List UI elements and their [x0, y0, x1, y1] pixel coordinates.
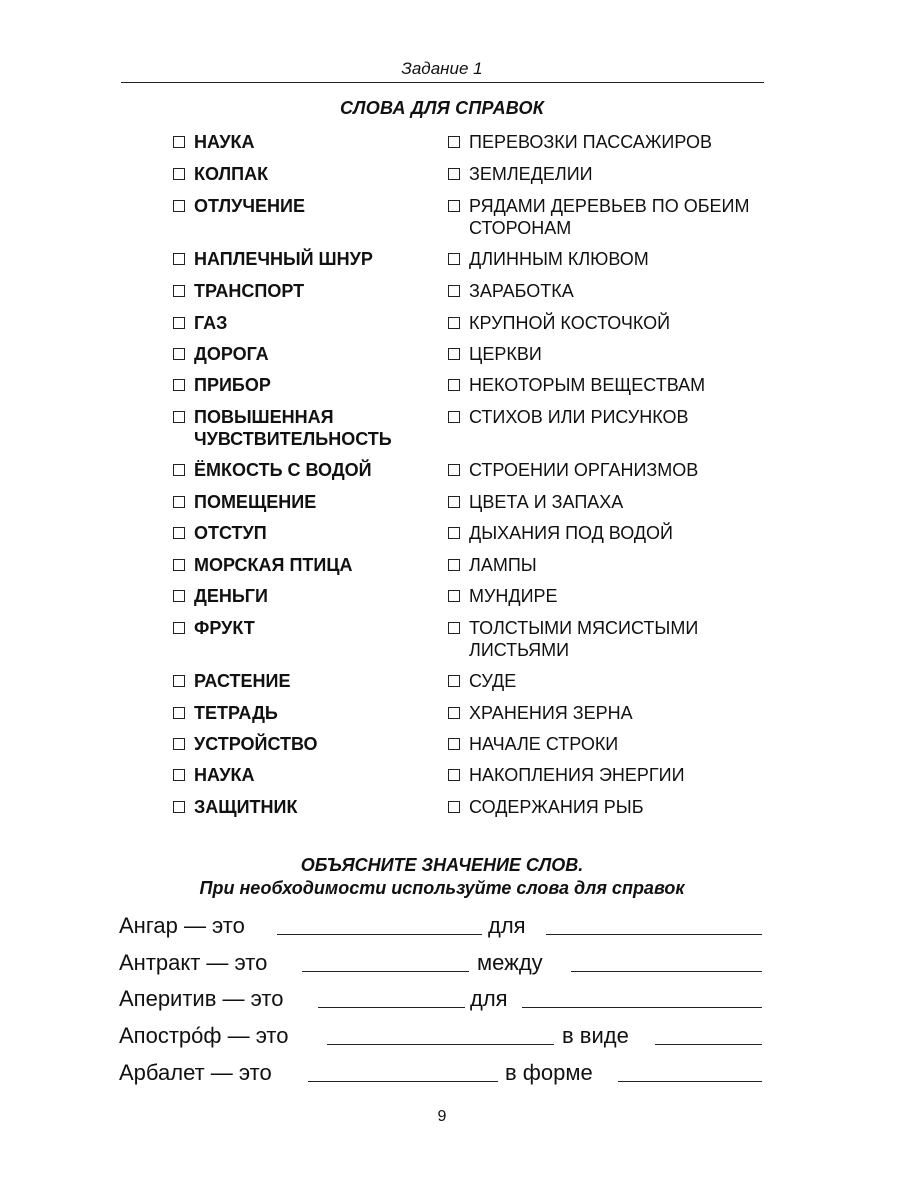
answer-blank-2[interactable]: [655, 1044, 762, 1045]
reference-word: [173, 796, 428, 818]
reference-word: [173, 248, 428, 270]
reference-phrase: [448, 764, 773, 786]
reference-word-text: ЁМКОСТЬ С ВОДОЙ: [194, 460, 372, 480]
reference-word-text: ОТСТУП: [194, 523, 267, 543]
exercise-connector: в виде: [562, 1023, 629, 1048]
reference-word: [173, 522, 428, 544]
header-title: Задание 1: [401, 59, 483, 78]
checkbox[interactable]: [173, 253, 185, 265]
exercise-connector: между: [477, 950, 543, 975]
reference-phrase-text: ЦВЕТА И ЗАПАХА: [469, 492, 624, 512]
checkbox[interactable]: [448, 411, 460, 423]
reference-phrase: [448, 280, 773, 302]
reference-word-text: УСТРОЙСТВО: [194, 734, 318, 754]
reference-title: СЛОВА ДЛЯ СПРАВОК: [339, 98, 544, 118]
reference-word: [173, 554, 428, 576]
reference-phrase-text: НАКОПЛЕНИЯ ЭНЕРГИИ: [469, 765, 685, 785]
answer-blank-1[interactable]: [327, 1044, 554, 1045]
reference-phrase: [448, 406, 773, 428]
reference-word: [173, 163, 428, 185]
checkbox[interactable]: [448, 707, 460, 719]
reference-phrase-text: СТИХОВ ИЛИ РИСУНКОВ: [469, 407, 689, 427]
checkbox[interactable]: [173, 675, 185, 687]
checkbox[interactable]: [448, 317, 460, 329]
answer-blank-1[interactable]: [318, 1007, 465, 1008]
checkbox[interactable]: [173, 590, 185, 602]
reference-phrase: [448, 163, 773, 185]
checkbox[interactable]: [173, 496, 185, 508]
checkbox[interactable]: [173, 200, 185, 212]
checkbox[interactable]: [173, 769, 185, 781]
reference-phrase-text: РЯДАМИ ДЕРЕВЬЕВ ПО ОБЕИМ СТОРОНАМ: [469, 196, 750, 238]
reference-word-text: ЗАЩИТНИК: [194, 797, 298, 817]
header-divider: [121, 82, 764, 83]
reference-word: [173, 343, 428, 365]
reference-phrase-text: НЕКОТОРЫМ ВЕЩЕСТВАМ: [469, 375, 706, 395]
reference-phrase-text: ХРАНЕНИЯ ЗЕРНА: [469, 703, 633, 723]
reference-word: [173, 406, 428, 450]
reference-word-text: ДОРОГА: [194, 344, 269, 364]
reference-phrase: [448, 585, 773, 607]
reference-phrase-text: ЗЕМЛЕДЕЛИИ: [469, 164, 593, 184]
reference-phrase: [448, 195, 773, 239]
checkbox[interactable]: [448, 675, 460, 687]
checkbox[interactable]: [448, 464, 460, 476]
exercise-line-2: [119, 948, 764, 978]
reference-phrase: [448, 248, 773, 270]
checkbox[interactable]: [173, 464, 185, 476]
checkbox[interactable]: [448, 738, 460, 750]
reference-word-text: РАСТЕНИЕ: [194, 671, 291, 691]
reference-word: [173, 195, 428, 217]
exercise-connector: в форме: [505, 1060, 593, 1085]
checkbox[interactable]: [173, 527, 185, 539]
checkbox[interactable]: [448, 496, 460, 508]
reference-phrase: [448, 522, 773, 544]
exercise-line-1: [119, 911, 764, 941]
checkbox[interactable]: [173, 622, 185, 634]
reference-phrase: [448, 131, 773, 153]
checkbox[interactable]: [173, 379, 185, 391]
reference-word: [173, 312, 428, 334]
page-number: 9: [437, 1108, 447, 1125]
answer-blank-2[interactable]: [522, 1007, 762, 1008]
exercise-word: Апостро́ф — это: [119, 1023, 289, 1048]
reference-phrase: [448, 459, 773, 481]
checkbox[interactable]: [173, 317, 185, 329]
reference-phrase: [448, 617, 773, 661]
reference-phrase-text: ПЕРЕВОЗКИ ПАССАЖИРОВ: [469, 132, 712, 152]
reference-phrase-text: ЦЕРКВИ: [469, 344, 542, 364]
checkbox[interactable]: [173, 559, 185, 571]
checkbox[interactable]: [448, 348, 460, 360]
answer-blank-2[interactable]: [571, 971, 762, 972]
reference-word: [173, 374, 428, 396]
checkbox[interactable]: [448, 590, 460, 602]
reference-phrase: [448, 491, 773, 513]
reference-word: [173, 702, 428, 724]
exercise-line-3: [119, 984, 764, 1014]
reference-phrase: [448, 796, 773, 818]
answer-blank-2[interactable]: [618, 1081, 762, 1082]
exercise-word: Ангар — это: [119, 913, 245, 938]
exercise-connector: для: [488, 913, 526, 938]
reference-phrase: [448, 554, 773, 576]
reference-word-text: ПОМЕЩЕНИЕ: [194, 492, 317, 512]
checkbox[interactable]: [173, 707, 185, 719]
reference-word: [173, 617, 428, 639]
checkbox[interactable]: [448, 769, 460, 781]
checkbox[interactable]: [173, 411, 185, 423]
checkbox[interactable]: [448, 285, 460, 297]
reference-phrase-text: ЗАРАБОТКА: [469, 281, 574, 301]
reference-word-text: ТРАНСПОРТ: [194, 281, 305, 301]
exercise-word: Антракт — это: [119, 950, 268, 975]
reference-phrase-text: ЛАМПЫ: [469, 555, 537, 575]
reference-word: [173, 131, 428, 153]
reference-phrase-text: КРУПНОЙ КОСТОЧКОЙ: [469, 313, 671, 333]
reference-word: [173, 733, 428, 755]
reference-word-text: ДЕНЬГИ: [194, 586, 268, 606]
answer-blank-1[interactable]: [277, 934, 482, 935]
reference-word-text: НАУКА: [194, 765, 255, 785]
reference-word-text: КОЛПАК: [194, 164, 269, 184]
reference-word-text: МОРСКАЯ ПТИЦА: [194, 555, 353, 575]
reference-word: [173, 280, 428, 302]
exercise-line-5: [119, 1058, 764, 1088]
reference-phrase-text: НАЧАЛЕ СТРОКИ: [469, 734, 619, 754]
reference-word: [173, 764, 428, 786]
exercise-word: Аперитив — это: [119, 986, 284, 1011]
task-title-line-2: При необходимости используйте слова для справок: [199, 878, 685, 898]
reference-phrase: [448, 374, 773, 396]
reference-word-text: ТЕТРАДЬ: [194, 703, 278, 723]
answer-blank-2[interactable]: [546, 934, 762, 935]
checkbox[interactable]: [448, 253, 460, 265]
reference-phrase-text: ДЛИННЫМ КЛЮВОМ: [469, 249, 649, 269]
checkbox[interactable]: [448, 136, 460, 148]
exercise-word: Арбалет — это: [119, 1060, 272, 1085]
reference-word-text: НАПЛЕЧНЫЙ ШНУР: [194, 249, 373, 269]
reference-word-text: ПРИБОР: [194, 375, 271, 395]
answer-blank-1[interactable]: [302, 971, 469, 972]
reference-phrase-text: ДЫХАНИЯ ПОД ВОДОЙ: [469, 523, 673, 543]
task-title-line-1: ОБЪЯСНИТЕ ЗНАЧЕНИЕ СЛОВ.: [300, 855, 584, 875]
reference-phrase-text: СОДЕРЖАНИЯ РЫБ: [469, 797, 644, 817]
checkbox[interactable]: [448, 379, 460, 391]
reference-phrase: [448, 670, 773, 692]
reference-phrase: [448, 702, 773, 724]
answer-blank-1[interactable]: [308, 1081, 498, 1082]
checkbox[interactable]: [173, 136, 185, 148]
reference-word: [173, 585, 428, 607]
reference-phrase-text: СУДЕ: [469, 671, 517, 691]
reference-word: [173, 670, 428, 692]
checkbox[interactable]: [448, 527, 460, 539]
checkbox[interactable]: [448, 801, 460, 813]
reference-phrase: [448, 312, 773, 334]
reference-word-text: ГАЗ: [194, 313, 228, 333]
checkbox[interactable]: [173, 348, 185, 360]
reference-word: [173, 459, 428, 481]
reference-word-text: НАУКА: [194, 132, 255, 152]
checkbox[interactable]: [173, 801, 185, 813]
exercise-connector: для: [470, 986, 508, 1011]
exercise-line-4: [119, 1021, 764, 1051]
checkbox[interactable]: [173, 738, 185, 750]
reference-word-text: ПОВЫШЕННАЯ ЧУВСТВИТЕЛЬНОСТЬ: [194, 407, 392, 449]
reference-phrase-text: ТОЛСТЫМИ МЯСИСТЫМИ ЛИСТЬЯМИ: [469, 618, 699, 660]
checkbox[interactable]: [448, 168, 460, 180]
task-title: [0, 854, 884, 900]
checkbox[interactable]: [448, 200, 460, 212]
reference-word: [173, 491, 428, 513]
reference-phrase: [448, 733, 773, 755]
checkbox[interactable]: [448, 622, 460, 634]
reference-phrase: [448, 343, 773, 365]
checkbox[interactable]: [173, 285, 185, 297]
reference-phrase-text: МУНДИРЕ: [469, 586, 558, 606]
checkbox[interactable]: [173, 168, 185, 180]
reference-phrase-text: СТРОЕНИИ ОРГАНИЗМОВ: [469, 460, 699, 480]
checkbox[interactable]: [448, 559, 460, 571]
reference-word-text: ОТЛУЧЕНИЕ: [194, 196, 305, 216]
reference-word-text: ФРУКТ: [194, 618, 255, 638]
